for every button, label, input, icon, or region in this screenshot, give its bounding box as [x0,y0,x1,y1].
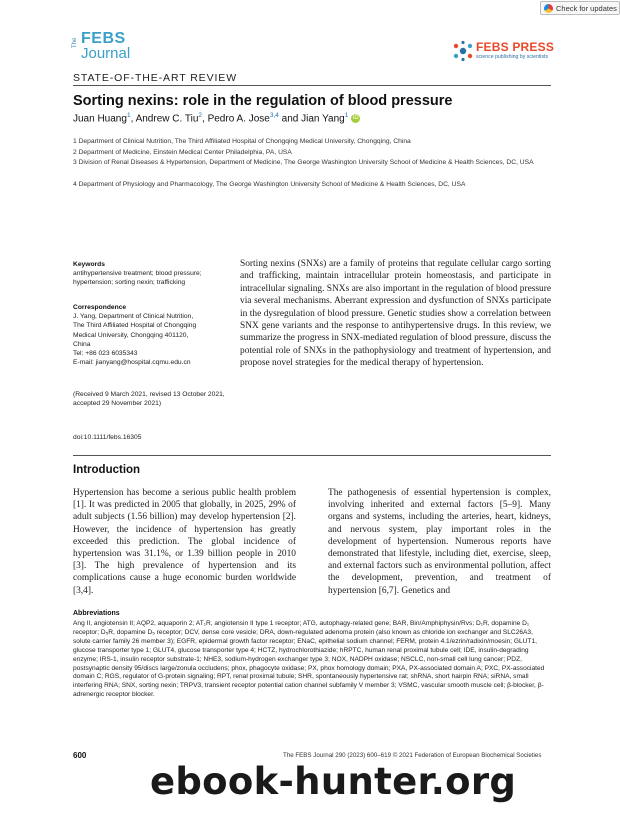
watermark: ebook-hunter.org [150,760,517,803]
author-name: Juan Huang [73,113,127,125]
crossmark-icon [544,4,553,13]
journal-logo-the: The [72,37,78,48]
correspondence-line: Tel: +86 023 6035343 [73,350,138,358]
check-for-updates-label: Check for updates [556,3,617,13]
publisher-tagline: science publishing by scientists [476,54,549,60]
journal-logo [72,30,152,64]
section-label: STATE-OF-THE-ART REVIEW [73,72,238,84]
correspondence-line: Medical University, Chongqing 401120, [73,331,189,339]
correspondence-heading: Correspondence [73,304,127,311]
journal-logo-febs: FEBS [81,30,126,47]
journal-logo-journal: Journal [81,45,131,62]
journal-footer: The FEBS Journal 290 (2023) 600–619 © 2021 Federation of European Biochemical Societies [283,752,542,759]
author-name: Pedro A. Jose [207,113,270,125]
introduction-heading: Introduction [73,464,141,476]
orcid-icon[interactable]: iD [352,115,359,122]
page-number: 600 [73,751,87,760]
publisher-logo [452,40,562,64]
header-divider [73,85,551,86]
publisher-name: FEBS PRESS [476,40,555,54]
author-affil-ref[interactable]: 1 [344,112,349,119]
affiliation-4: 4 Department of Physiology and Pharmacology, The George Washington University School of Medicine & Health Sciences, DC, USA [73,181,466,188]
correspondence-block [73,303,228,367]
author-name: Jian Yang [301,113,345,125]
author-affil-ref[interactable]: 3,4 [269,112,279,119]
intro-column-2: The pathogenesis of essential hypertension is complex, involving inherited and external factors [5–9]. Many organs and systems, including the arteries, heart, kidneys, and nervous system, play important roles in the development of hypertension. Numerous reports have demonstrated that lifestyle, including diet, exercise, sleep, and external factors such as environmental pollution, affect the development, prevention, and treatment of hypertension [6,7]. Genetics and [328,488,551,596]
author-separator: , [130,113,136,125]
doi[interactable]: doi:10.1111/febs.16305 [73,434,142,441]
author-list [73,112,360,124]
correspondence-line: The Third Affiliated Hospital of Chongqing [73,322,197,330]
keywords-heading: Keywords [73,261,105,268]
author-affil-ref[interactable]: 1 [126,112,131,119]
correspondence-email[interactable]: E-mail: jianyang@hospital.cqmu.edu.cn [73,359,191,367]
received-dates: (Received 9 March 2021, revised 13 October 2021, accepted 29 November 2021) [73,391,225,408]
intro-column-1: Hypertension has become a serious public health problem [1]. It was predicted in 2005 that globally, in 2025, 29% of adult subjects (1.56 billion) may develop hypertension [2]. However, the incidence of hypertension has greatly exceeded this prediction. The global incidence of hypertension was 31.1%, or 1.39 billion people in 2010 [3]. The high prevalence of hypertension and its complications cause a huge economic burden worldwide [3,4]. [73,488,296,596]
author-affil-ref[interactable]: 2 [198,112,203,119]
abstract: Sorting nexins (SNXs) are a family of proteins that regulate cellular cargo sorting and trafficking, maintain intracellular protein homeostasis, and participate in intracellular signaling. SNXs are also important in the regulation of blood pressure via several mechanisms. Aberrant expression and dysfunction of SNXs participate in the dysregulation of blood pressure. Genetic studies show a correlation between SNX gene variants and the response to antihypertensive drugs. In this review, we summarize the progress in SNX-mediated regulation of blood pressure, discuss the potential role of SNXs in the pathophysiology and treatment of hypertension, and propose novel strategies for the medical therapy of hypertension. [240,259,551,369]
article-title: Sorting nexins: role in the regulation of blood pressure [73,93,453,109]
author-separator: and [278,113,302,125]
author-name: Andrew C. Tiu [135,113,199,125]
check-for-updates-button[interactable] [540,1,620,15]
keywords-block [73,260,228,288]
molecule-icon [452,40,474,62]
author-separator: , [202,113,208,125]
affiliation-1: 1 Department of Clinical Nutrition, The Third Affiliated Hospital of Chongqing Medical University, Chongqing, China [73,138,411,145]
correspondence-line: J. Yang, Department of Clinical Nutrition, [73,313,194,321]
keywords-text: antihypertensive treatment; blood pressure; hypertension; sorting nexin; trafficking [73,270,202,287]
affiliation-2: 2 Department of Medicine, Einstein Medical Center Philadelphia, PA, USA [73,149,292,156]
correspondence-line: China [73,340,91,348]
affiliation-3: 3 Division of Renal Diseases & Hypertension, Department of Medicine, The George Washington University School of Medicine & Health Sciences, DC, USA [73,159,534,166]
abbreviations-heading: Abbreviations [73,610,120,617]
abbreviations-text: Ang II, angiotensin II; AQP2, aquaporin 2; AT₁R, angiotensin II type 1 receptor; ATG, autophagy-related gene; BAR, Bin/Amphiphysin/Rvs; D₁R, dopamine D₁ receptor; D₅R, dopamine D₅ receptor; DCV, dense core vesicle; DRA, down-regulated adenoma protein (also known as chloride ion exchanger and SLC26A3, solute carrier family 26 member 3); EGFR, epidermal growth factor receptor; ENaC, epithelial sodium channel; FERM, protein 4.1/ezrin/radixin/moesin; GLUT1, glucose transporter type 1; GLUT4, glucose transporter type 4; HCTZ, hydrochlorothiazide; hRPTC, human renal proximal tubule cell; IDE, insulin-degrading enzyme; IRS-1, insulin receptor substrate-1; NHE3, sodium-hydrogen exchanger type 3; NOX, NADPH oxidase; NSCLC, non-small cell lung cancer; PDZ, postsynaptic density 95/discs large/zonula occludens; phox, phagocyte oxidase; PX, phox homology domain; PXA, PX-associated domain A; PXC, PX-associated domain C; RGS, regulator of G-protein signaling; RPT, renal proximal tubule; SHR, spontaneously hypertensive rat; shRNA, short hairpin RNA; siRNA, small interfering RNA; SNX, sorting nexin; TRPV3, transient receptor potential cation channel subfamily V member 3; VSMC, vascular smooth muscle cell; β-blocker, β-adrenergic receptor blocker. [73,620,545,699]
section-divider [73,455,551,456]
